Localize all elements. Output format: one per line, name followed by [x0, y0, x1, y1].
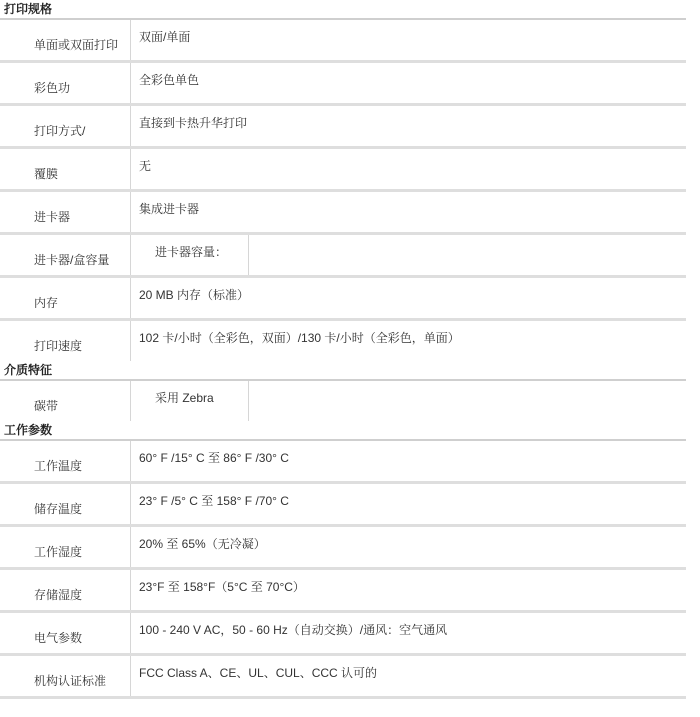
spec-value: 全彩色单色 — [130, 63, 686, 103]
spec-row — [0, 484, 686, 524]
spec-row — [0, 381, 686, 421]
spec-value: 集成进卡器 — [130, 192, 686, 232]
spec-label: 储存温度 — [34, 502, 83, 516]
spec-row — [0, 106, 686, 146]
spec-value: 双面/单面 — [130, 20, 686, 60]
spec-value: 23° F /5° C 至 158° F /70° C — [130, 484, 686, 524]
nested-value-cell: 进卡器容量： — [131, 235, 249, 275]
spec-value — [130, 235, 686, 275]
spec-label: 碳带 — [34, 399, 59, 413]
spec-label: 机构认证标准 — [34, 674, 107, 688]
section-title-print-specs: 打印规格 — [4, 2, 53, 16]
spec-value: 无 — [130, 149, 686, 189]
spec-value: 102 卡/小时（全彩色，双面）/130 卡/小时（全彩色，单面） — [130, 321, 686, 361]
spec-row — [0, 441, 686, 481]
spec-label: 电气参数 — [34, 631, 83, 645]
spec-row — [0, 613, 686, 653]
section-title-media: 介质特征 — [4, 363, 53, 377]
spec-label: 覆膜 — [34, 167, 59, 181]
spec-row — [0, 20, 686, 60]
spec-value: 20 MB 内存（标准） — [130, 278, 686, 318]
spec-value: FCC Class A、CE、UL、CUL、CCC 认可的 — [130, 656, 686, 696]
spec-label: 彩色功 — [34, 81, 71, 95]
spec-row — [0, 321, 686, 361]
spec-label: 工作湿度 — [34, 545, 83, 559]
spec-label: 单面或双面打印 — [34, 38, 119, 52]
divider — [0, 696, 686, 699]
spec-row — [0, 656, 686, 696]
spec-label: 进卡器 — [34, 210, 71, 224]
spec-label: 内存 — [34, 296, 59, 310]
nested-value-cell: 采用 Zebra — [131, 381, 249, 421]
spec-label: 进卡器/盒容量 — [34, 253, 110, 267]
spec-row — [0, 278, 686, 318]
spec-row — [0, 527, 686, 567]
spec-value — [130, 381, 686, 421]
spec-row — [0, 570, 686, 610]
spec-value: 直接到卡热升华打印 — [130, 106, 686, 146]
spec-label: 打印速度 — [34, 339, 83, 353]
spec-label: 工作温度 — [34, 459, 83, 473]
spec-value: 60° F /15° C 至 86° F /30° C — [130, 441, 686, 481]
spec-row — [0, 63, 686, 103]
spec-row — [0, 235, 686, 275]
section-title-operating: 工作参数 — [4, 423, 53, 437]
spec-value: 23°F 至 158°F（5°C 至 70°C） — [130, 570, 686, 610]
spec-value: 100 - 240 V AC，50 - 60 Hz（自动交换）/通风：空气通风 — [130, 613, 686, 653]
spec-row — [0, 149, 686, 189]
spec-value: 20% 至 65%（无冷凝） — [130, 527, 686, 567]
spec-label: 打印方式/ — [34, 124, 86, 138]
spec-label: 存储湿度 — [34, 588, 83, 602]
spec-row — [0, 192, 686, 232]
